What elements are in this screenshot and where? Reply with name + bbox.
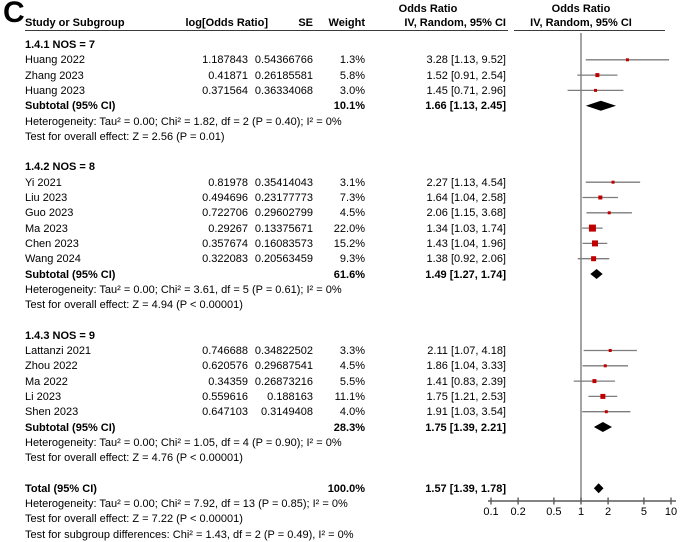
study-se: 0.16083573 bbox=[254, 237, 313, 250]
col-header-weight: Weight bbox=[328, 17, 365, 29]
study-name: Shen 2023 bbox=[25, 406, 79, 419]
effect-marker bbox=[626, 58, 629, 61]
study-name: Huang 2022 bbox=[25, 54, 85, 67]
study-se: 0.29687541 bbox=[254, 360, 313, 373]
col-header-study: Study or Subgroup bbox=[25, 17, 125, 29]
effect-marker bbox=[609, 349, 612, 352]
total-diamond bbox=[594, 483, 604, 493]
study-se: 0.35414043 bbox=[254, 176, 313, 189]
study-name: Wang 2024 bbox=[25, 253, 81, 266]
heterogeneity-note: Heterogeneity: Tau² = 0.00; Chi² = 7.92, df = 13 (P = 0.85); I² = 0% bbox=[25, 498, 348, 510]
subtotal-diamond bbox=[594, 422, 612, 432]
study-name: Yi 2021 bbox=[25, 176, 62, 189]
study-logor: 0.620576 bbox=[202, 360, 248, 373]
study-weight: 9.3% bbox=[339, 253, 365, 266]
study-weight: 4.5% bbox=[339, 207, 365, 220]
overall-effect-note: Test for overall effect: Z = 4.76 (P < 0.00001) bbox=[25, 452, 243, 465]
subtotal-weight: 28.3% bbox=[333, 421, 365, 434]
study-ci-text: 3.28 [1.13, 9.52] bbox=[426, 54, 506, 67]
study-weight: 5.8% bbox=[339, 69, 365, 82]
col-header-se: SE bbox=[298, 17, 313, 29]
subtotal-weight: 61.6% bbox=[333, 268, 365, 281]
study-ci-text: 1.38 [0.92, 2.06] bbox=[426, 253, 506, 266]
study-se: 0.26185581 bbox=[254, 69, 313, 82]
subtotal-ci-text: 1.49 [1.27, 1.74] bbox=[425, 268, 506, 281]
study-name: Guo 2023 bbox=[25, 207, 74, 220]
effect-marker bbox=[595, 73, 599, 77]
study-ci-text: 1.86 [1.04, 3.33] bbox=[426, 360, 506, 373]
heterogeneity-note: Heterogeneity: Tau² = 0.00; Chi² = 3.61, df = 5 (P = 0.61); I² = 0% bbox=[25, 283, 342, 296]
study-name: Lattanzi 2021 bbox=[25, 345, 92, 357]
study-ci-text: 1.64 [1.04, 2.58] bbox=[426, 192, 506, 204]
study-se: 0.29602799 bbox=[254, 207, 313, 220]
study-logor: 0.29267 bbox=[208, 222, 248, 235]
study-logor: 0.722706 bbox=[202, 207, 248, 220]
study-ci-text: 2.27 [1.13, 4.54] bbox=[426, 176, 506, 189]
study-name: Li 2023 bbox=[25, 390, 62, 403]
axis-tick-label: 2 bbox=[605, 506, 612, 518]
axis-tick-label: 0.5 bbox=[546, 506, 562, 518]
axis-tick-label: 0.2 bbox=[510, 506, 526, 518]
study-logor: 0.371564 bbox=[202, 84, 248, 97]
study-ci-text: 1.45 [0.71, 2.96] bbox=[426, 84, 506, 97]
study-se: 0.54366766 bbox=[254, 54, 313, 67]
study-se: 0.34822502 bbox=[254, 345, 313, 357]
total-ci-text: 1.57 [1.39, 1.78] bbox=[425, 482, 506, 495]
study-name: Zhou 2022 bbox=[25, 360, 78, 373]
study-logor: 0.746688 bbox=[202, 345, 248, 357]
axis-tick-label: 1 bbox=[577, 506, 585, 518]
study-weight: 1.3% bbox=[339, 54, 365, 67]
study-weight: 15.2% bbox=[333, 237, 365, 250]
axis-tick-label: 5 bbox=[640, 506, 647, 518]
effect-marker bbox=[605, 410, 608, 413]
overall-effect-note: Test for overall effect: Z = 4.94 (P < 0.00001) bbox=[25, 299, 243, 312]
study-weight: 7.3% bbox=[339, 192, 365, 204]
effect-marker bbox=[594, 89, 597, 92]
study-weight: 3.0% bbox=[339, 84, 365, 97]
axis-tick-label: 0.1 bbox=[483, 506, 499, 518]
subtotal-weight: 10.1% bbox=[333, 100, 365, 113]
study-weight: 11.1% bbox=[334, 390, 365, 403]
study-weight: 4.0% bbox=[339, 406, 365, 419]
panel-label: C bbox=[3, 0, 24, 29]
study-logor: 0.559616 bbox=[202, 390, 248, 403]
study-se: 0.36334068 bbox=[254, 84, 313, 97]
subtotal-label: Subtotal (95% CI) bbox=[25, 268, 116, 281]
effect-marker bbox=[591, 256, 596, 261]
study-name: Ma 2023 bbox=[25, 222, 68, 235]
col-header-logor: log[Odds Ratio] bbox=[185, 17, 268, 29]
group-header: 1.4.1 NOS = 7 bbox=[25, 39, 96, 51]
study-ci-text: 1.43 [1.04, 1.96] bbox=[426, 237, 506, 250]
study-ci-text: 1.34 [1.03, 1.74] bbox=[426, 222, 506, 235]
study-name: Ma 2022 bbox=[25, 375, 68, 388]
study-name: Chen 2023 bbox=[25, 237, 79, 250]
overall-effect-note: Test for overall effect: Z = 2.56 (P = 0.01) bbox=[25, 130, 225, 143]
axis-tick-label: 10 bbox=[664, 506, 678, 518]
left-effect-title: Odds Ratio bbox=[398, 3, 458, 15]
study-se: 0.3149408 bbox=[261, 406, 313, 419]
study-se: 0.13375671 bbox=[254, 222, 313, 235]
study-name: Zhang 2023 bbox=[25, 69, 84, 82]
study-weight: 3.1% bbox=[339, 176, 365, 189]
study-weight: 22.0% bbox=[333, 222, 365, 235]
subtotal-ci-text: 1.75 [1.39, 2.21] bbox=[425, 421, 506, 434]
effect-marker bbox=[612, 181, 615, 184]
study-logor: 0.34359 bbox=[208, 375, 248, 388]
study-se: 0.188163 bbox=[267, 390, 313, 403]
effect-marker bbox=[604, 364, 607, 367]
study-logor: 0.647103 bbox=[202, 406, 248, 419]
heterogeneity-note: Heterogeneity: Tau² = 0.00; Chi² = 1.82, df = 2 (P = 0.40); I² = 0% bbox=[25, 115, 342, 128]
study-ci-text: 2.06 [1.15, 3.68] bbox=[426, 207, 506, 220]
overall-effect-note: Test for overall effect: Z = 7.22 (P < 0.00001) bbox=[25, 513, 243, 526]
col-header-plot-ci: IV, Random, 95% CI bbox=[530, 17, 632, 29]
study-weight: 5.5% bbox=[339, 375, 365, 388]
total-label: Total (95% CI) bbox=[25, 482, 97, 495]
group-header: 1.4.2 NOS = 8 bbox=[25, 161, 96, 174]
col-header-ci: IV, Random, 95% CI bbox=[404, 17, 506, 29]
study-logor: 0.41871 bbox=[208, 69, 248, 82]
study-logor: 0.357674 bbox=[202, 237, 248, 250]
subtotal-label: Subtotal (95% CI) bbox=[25, 100, 116, 113]
study-name: Huang 2023 bbox=[25, 84, 85, 97]
subtotal-ci-text: 1.66 [1.13, 2.45] bbox=[425, 100, 506, 113]
study-ci-text: 2.11 [1.07, 4.18] bbox=[427, 345, 506, 357]
study-se: 0.26873216 bbox=[254, 375, 313, 388]
study-logor: 1.187843 bbox=[202, 54, 248, 67]
heterogeneity-note: Heterogeneity: Tau² = 0.00; Chi² = 1.05, df = 4 (P = 0.90); I² = 0% bbox=[25, 436, 342, 449]
study-se: 0.23177773 bbox=[254, 192, 313, 204]
study-logor: 0.494696 bbox=[202, 192, 248, 204]
study-ci-text: 1.41 [0.83, 2.39] bbox=[426, 375, 506, 388]
study-logor: 0.81978 bbox=[208, 176, 248, 189]
subtotal-label: Subtotal (95% CI) bbox=[25, 421, 116, 434]
subtotal-diamond bbox=[586, 101, 616, 111]
study-weight: 3.3% bbox=[339, 345, 365, 357]
study-ci-text: 1.52 [0.91, 2.54] bbox=[426, 69, 506, 82]
study-logor: 0.322083 bbox=[202, 253, 248, 266]
study-ci-text: 1.75 [1.21, 2.53] bbox=[426, 390, 506, 403]
effect-marker bbox=[592, 379, 596, 383]
right-effect-title: Odds Ratio bbox=[551, 3, 611, 15]
total-weight: 100.0% bbox=[327, 482, 365, 495]
group-header: 1.4.3 NOS = 9 bbox=[25, 329, 96, 342]
study-se: 0.20563459 bbox=[254, 253, 313, 266]
effect-marker bbox=[589, 225, 596, 232]
effect-marker bbox=[598, 196, 602, 200]
effect-marker bbox=[608, 211, 611, 214]
effect-marker bbox=[600, 394, 605, 399]
subgroup-difference-note: Test for subgroup differences: Chi² = 1.43, df = 2 (P = 0.49), I² = 0% bbox=[25, 528, 354, 541]
study-weight: 4.5% bbox=[339, 360, 365, 373]
study-name: Liu 2023 bbox=[25, 192, 68, 204]
study-ci-text: 1.91 [1.03, 3.54] bbox=[426, 406, 506, 419]
subtotal-diamond bbox=[590, 269, 602, 279]
effect-marker bbox=[592, 240, 598, 246]
